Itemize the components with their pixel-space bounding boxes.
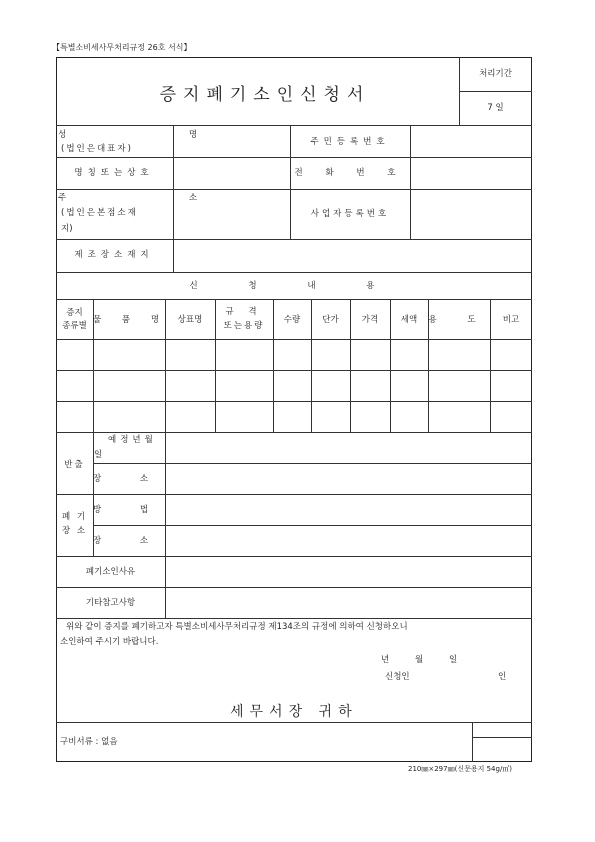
export-date-field[interactable] [166, 433, 531, 462]
declaration-text: 위와 같이 증지를 폐기하고자 특별소비세사무처리규정 제134조의 규정에 의하여 신청하오니 [66, 622, 408, 632]
addressee: 세무서장 귀하 [230, 704, 358, 720]
processing-period-label: 처리기간 [479, 69, 512, 79]
line [290, 125, 291, 239]
date-year-label: 년 [381, 655, 390, 665]
column-header-stamp-type: 증지 [66, 308, 83, 318]
declaration-text-2: 소인하여 주시기 바랍니다. [60, 637, 159, 647]
line [472, 737, 532, 738]
column-header-tax: 세액 [400, 315, 418, 325]
address-label: 주 소 [58, 193, 258, 203]
disposal-group-label: 폐 기 [61, 512, 88, 522]
date-day-label: 일 [449, 655, 458, 665]
resident-number-field[interactable] [411, 126, 531, 156]
table-row[interactable] [57, 371, 531, 400]
disposal-method-field[interactable] [166, 495, 531, 524]
other-notes-label: 기타참고사항 [85, 598, 136, 608]
name-sublabel: (법인은대표자) [61, 144, 133, 154]
phone-field[interactable] [411, 158, 531, 188]
business-number-label: 사업자등록번호 [310, 209, 390, 219]
paper-spec: 210㎜×297㎜(신문용지 54g/㎡) [408, 765, 513, 773]
export-date-label-tail: 일 [94, 450, 103, 460]
factory-location-field[interactable] [174, 240, 531, 271]
line [56, 272, 532, 273]
column-header-item: 물 품 명 [93, 315, 169, 325]
attachments-label: 구비서류 : 없음 [60, 737, 118, 747]
export-place-field[interactable] [166, 464, 531, 493]
request-contents-header: 신 청 내 용 [189, 281, 399, 291]
address-sublabel-tail: 지) [61, 224, 73, 234]
applicant-sign-label: 신청인 [385, 672, 410, 682]
line [472, 722, 473, 762]
line [56, 618, 532, 619]
column-header-remark: 비고 [502, 315, 520, 325]
disposal-reason-field[interactable] [166, 557, 531, 586]
table-row[interactable] [57, 402, 531, 431]
form-title: 증지폐기소인신청서 [159, 85, 371, 105]
table-row[interactable] [57, 340, 531, 369]
disposal-group-label-2: 장 소 [61, 526, 88, 536]
column-header-use: 용 도 [428, 315, 490, 325]
address-sublabel: (법인은본점소재 [61, 208, 138, 218]
export-group-label: 반출 [64, 460, 85, 470]
column-header-spec-2: 또는용량 [223, 321, 265, 331]
name-field[interactable] [174, 126, 289, 156]
other-notes-field[interactable] [166, 588, 531, 617]
export-place-label: 장 소 [93, 474, 167, 484]
disposal-place-field[interactable] [166, 526, 531, 555]
column-header-stamp-type-2: 종류별 [62, 321, 87, 331]
name-label: 성 명 [58, 130, 258, 140]
line [56, 722, 532, 723]
phone-label: 전 화 번 호 [294, 168, 406, 178]
export-date-label: 예정년월 [108, 435, 157, 445]
disposal-method-label: 방 법 [93, 505, 167, 515]
form-reference: 【특별소비세사무처리규정 26호 서식】 [52, 43, 192, 52]
processing-period-value: 7 일 [487, 103, 504, 113]
address-field[interactable] [174, 190, 289, 238]
business-number-field[interactable] [411, 190, 531, 238]
factory-location-label: 제조장소재지 [74, 250, 154, 260]
disposal-reason-label: 폐기소인사유 [85, 567, 136, 577]
disposal-place-label: 장 소 [93, 536, 167, 546]
column-header-unit-price: 단가 [322, 315, 339, 325]
column-header-quantity: 수량 [283, 315, 301, 325]
resident-number-label: 주민등록번호 [310, 137, 390, 147]
trade-name-field[interactable] [174, 158, 289, 188]
processing-divider [459, 91, 532, 92]
column-header-price: 가격 [361, 315, 379, 325]
column-header-brand: 상표명 [177, 315, 203, 325]
line [56, 299, 532, 300]
column-header-spec: 규 격 [225, 307, 263, 317]
seal-label: 인 [498, 672, 507, 682]
trade-name-label: 명칭또는상호 [74, 168, 154, 178]
date-month-label: 월 [415, 655, 424, 665]
